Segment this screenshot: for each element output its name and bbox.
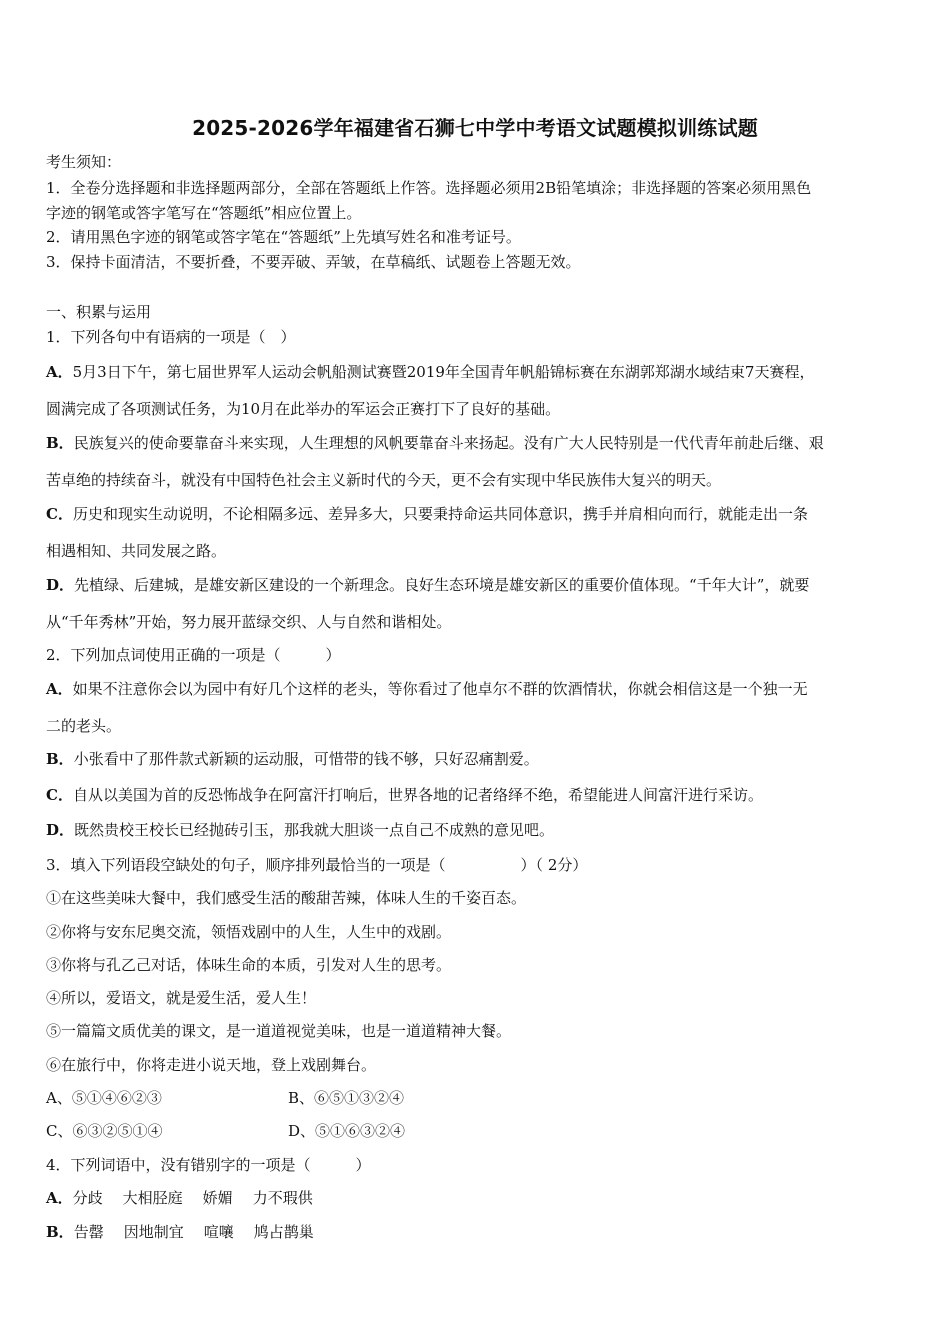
- option-text: 5月3日下午，第七届世界军人运动会帆船测试赛暨2019年全国青年帆船锦标赛在东湖郭郑湖水域结束7天赛程，: [72, 363, 815, 381]
- notice-item: 3．保持卡面清洁，不要折叠，不要弄破、弄皱，在草稿纸、试题卷上答题无效。: [46, 253, 581, 271]
- question-3-sentence: ①在这些美味大餐中，我们感受生活的酸甜苦辣，体味人生的千姿百态。: [46, 889, 527, 907]
- question-3-sentence: ③你将与孔乙己对话，体味生命的本质，引发对人生的思考。: [46, 956, 452, 974]
- option-word: 因地制宜: [123, 1223, 184, 1241]
- option-word: 告罄: [73, 1223, 104, 1241]
- option-word: 大相胫庭: [122, 1189, 183, 1207]
- option-label: A．: [46, 1189, 73, 1207]
- option-word: 鸠占鹊巢: [253, 1223, 314, 1241]
- question-1-stem: 1．下列各句中有语病的一项是（ ）: [46, 328, 296, 346]
- question-1-option-c: [46, 504, 808, 524]
- option-word: 力不瑕供: [252, 1189, 313, 1207]
- question-3-option-b: B、⑥⑤①③②④: [288, 1089, 405, 1107]
- section-heading: 一、积累与运用: [46, 303, 152, 321]
- page-title: 2025-2026学年福建省石狮七中学中考语文试题模拟训练试题: [192, 116, 758, 140]
- option-text: 小张看中了那件款式新颖的运动服，可惜带的钱不够，只好忍痛割爱。: [73, 750, 539, 768]
- question-2-option-c: [46, 785, 763, 805]
- question-1-option-b: [46, 433, 824, 453]
- option-word: 娇媚: [202, 1189, 233, 1207]
- notice-item: 1．全卷分选择题和非选择题两部分，全部在答题纸上作答。选择题必须用2B铅笔填涂；非选择题的答案必须用黑色: [46, 179, 812, 197]
- question-1-option-b-cont: 苦卓绝的持续奋斗，就没有中国特色社会主义新时代的今天，更不会有实现中华民族伟大复兴的明天。: [46, 471, 722, 489]
- option-text: 历史和现实生动说明，不论相隔多远、差异多大，只要秉持命运共同体意识，携手并肩相向而行，就能走出一条: [72, 505, 808, 523]
- question-1-option-c-cont: 相遇相知、共同发展之路。: [46, 542, 227, 560]
- question-3-sentence: ④所以，爱语文，就是爱生活，爱人生！: [46, 989, 317, 1007]
- question-3-sentence: ⑤一篇篇文质优美的课文，是一道道视觉美味，也是一道道精神大餐。: [46, 1022, 512, 1040]
- question-4-stem: 4．下列词语中，没有错别字的一项是（ ）: [46, 1156, 371, 1174]
- question-3-stem: 3．填入下列语段空缺处的句子，顺序排列最恰当的一项是（ ）（ 2分）: [46, 856, 588, 874]
- option-label: C．: [46, 786, 73, 804]
- option-text: 自从以美国为首的反恐怖战争在阿富汗打响后，世界各地的记者络绎不绝，希望能进人间富汗进行采访。: [72, 786, 763, 804]
- option-label: C．: [46, 505, 73, 523]
- option-label: A．: [46, 363, 73, 381]
- question-3-sentence: ⑥在旅行中，你将走进小说天地，登上戏剧舞台。: [46, 1056, 377, 1074]
- option-label: D．: [46, 821, 75, 839]
- option-label: B．: [46, 1223, 74, 1241]
- option-text: 如果不注意你会以为园中有好几个这样的老头，等你看过了他卓尔不群的饮酒情状，你就会相信这是一个独一无: [72, 680, 808, 698]
- option-word: 喧嚷: [203, 1223, 234, 1241]
- option-text: 既然贵校王校长已经抛砖引玉，那我就大胆谈一点自己不成熟的意见吧。: [74, 821, 555, 839]
- question-4-option-a: [46, 1188, 333, 1208]
- question-3-option-d: D、⑤①⑥③②④: [288, 1122, 406, 1140]
- question-4-option-b: [46, 1222, 334, 1242]
- question-2-option-a-cont: 二的老头。: [46, 717, 122, 735]
- question-3-option-a: A、⑤①④⑥②③: [46, 1089, 162, 1107]
- notice-item: 2．请用黑色字迹的钢笔或答字笔在“答题纸”上先填写姓名和准考证号。: [46, 228, 521, 246]
- option-label: A．: [46, 680, 73, 698]
- question-1-option-d-cont: 从“千年秀林”开始，努力展开蓝绿交织、人与自然和谐相处。: [46, 613, 452, 631]
- option-word: 分歧: [72, 1189, 103, 1207]
- option-text: 民族复兴的使命要靠奋斗来实现，人生理想的风帆要靠奋斗来扬起。没有广大人民特别是一代代青年前赴后继、艰: [73, 434, 824, 452]
- option-text: 先植绿、后建城，是雄安新区建设的一个新理念。良好生态环境是雄安新区的重要价值体现。“千年大计”，就要: [74, 576, 810, 594]
- question-1-option-a-cont: 圆满完成了各项测试任务，为10月在此举办的军运会正赛打下了良好的基础。: [46, 400, 561, 418]
- notice-item: 字迹的钢笔或答字笔写在“答题纸”相应位置上。: [46, 204, 362, 222]
- question-2-stem: 2．下列加点词使用正确的一项是（ ）: [46, 646, 341, 664]
- question-2-option-d: [46, 820, 554, 840]
- notice-heading: 考生须知：: [46, 153, 122, 171]
- option-label: D．: [46, 576, 75, 594]
- question-3-option-c: C、⑥③②⑤①④: [46, 1122, 163, 1140]
- question-1-option-d: [46, 575, 809, 595]
- question-2-option-b: [46, 749, 539, 769]
- question-2-option-a: [46, 679, 808, 699]
- question-3-sentence: ②你将与安东尼奥交流，领悟戏剧中的人生，人生中的戏剧。: [46, 923, 452, 941]
- option-label: B．: [46, 434, 74, 452]
- option-label: B．: [46, 750, 74, 768]
- question-1-option-a: [46, 362, 814, 382]
